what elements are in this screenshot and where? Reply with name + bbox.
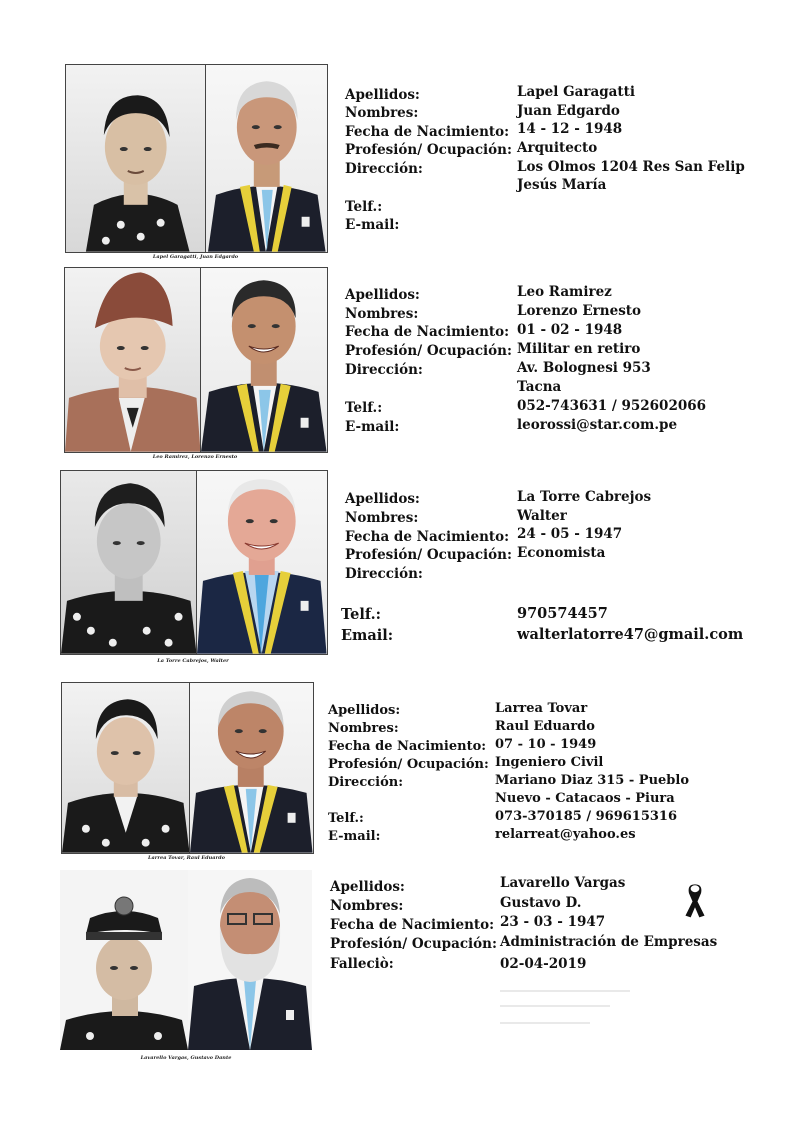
value-profesion: Arquitecto bbox=[517, 140, 598, 156]
value-profesion: Ingeniero Civil bbox=[495, 755, 604, 770]
value-apellidos: Lavarello Vargas bbox=[500, 875, 626, 891]
label-telf: Telf.: bbox=[341, 606, 381, 623]
value-fallecio: 02-04-2019 bbox=[500, 956, 587, 972]
label-fecha-nacimiento: Fecha de Nacimiento: bbox=[328, 739, 487, 754]
photo-caption: La Torre Cabrejos, Walter bbox=[157, 658, 229, 664]
value-email: leorossi@star.com.pe bbox=[517, 417, 678, 433]
scan-smudge bbox=[500, 1005, 610, 1007]
value-fecha-nacimiento: 23 - 03 - 1947 bbox=[500, 914, 606, 930]
value-fecha-nacimiento: 24 - 05 - 1947 bbox=[517, 526, 623, 542]
value-direccion-line1: Mariano Diaz 315 - Pueblo bbox=[495, 773, 689, 788]
label-direccion: Dirección: bbox=[345, 362, 423, 378]
value-email: walterlatorre47@gmail.com bbox=[517, 626, 744, 643]
label-telf: Telf.: bbox=[345, 199, 383, 215]
value-profesion: Militar en retiro bbox=[517, 341, 641, 357]
value-nombres: Walter bbox=[517, 508, 567, 524]
value-profesion: Administración de Empresas bbox=[500, 934, 718, 950]
photo-caption: Leo Ramirez, Lorenzo Ernesto bbox=[152, 454, 238, 460]
label-direccion: Dirección: bbox=[328, 775, 404, 790]
value-fecha-nacimiento: 07 - 10 - 1949 bbox=[495, 737, 597, 752]
value-fecha-nacimiento: 01 - 02 - 1948 bbox=[517, 322, 623, 338]
mourning-ribbon-icon bbox=[682, 880, 708, 920]
label-profesion: Profesión/ Ocupación: bbox=[345, 343, 512, 359]
label-profesion: Profesión/ Ocupación: bbox=[328, 757, 489, 772]
value-profesion: Economista bbox=[517, 545, 606, 561]
label-email: E-mail: bbox=[345, 419, 400, 435]
value-direccion-line2: Tacna bbox=[517, 379, 562, 395]
label-apellidos: Apellidos: bbox=[345, 491, 420, 507]
cadet-photo bbox=[60, 870, 188, 1050]
value-direccion-line1: Av. Bolognesi 953 bbox=[517, 360, 651, 376]
label-nombres: Nombres: bbox=[330, 898, 404, 914]
photo-pair bbox=[60, 870, 312, 1050]
label-nombres: Nombres: bbox=[345, 105, 419, 121]
value-email: relarreat@yahoo.es bbox=[495, 827, 636, 842]
scan-smudge bbox=[500, 990, 630, 992]
label-profesion: Profesión/ Ocupación: bbox=[345, 547, 512, 563]
value-apellidos: Lapel Garagatti bbox=[517, 84, 636, 100]
label-fecha-nacimiento: Fecha de Nacimiento: bbox=[345, 529, 510, 545]
value-apellidos: La Torre Cabrejos bbox=[517, 489, 652, 505]
label-profesion: Profesión/ Ocupación: bbox=[345, 142, 512, 158]
label-telf: Telf.: bbox=[345, 400, 383, 416]
label-apellidos: Apellidos: bbox=[330, 879, 405, 895]
value-nombres: Gustavo D. bbox=[500, 895, 582, 911]
photo-caption: Lavarello Vargas, Gustavo Dante bbox=[140, 1055, 232, 1061]
label-fallecio: Falleciò: bbox=[330, 956, 394, 972]
value-direccion-line1: Los Olmos 1204 Res San Felip bbox=[517, 159, 745, 175]
label-email: E-mail: bbox=[328, 829, 381, 844]
value-direccion-line2: Nuevo - Catacaos - Piura bbox=[495, 791, 675, 806]
label-nombres: Nombres: bbox=[345, 306, 419, 322]
label-fecha-nacimiento: Fecha de Nacimiento: bbox=[330, 917, 495, 933]
adult-portrait-icon bbox=[188, 870, 312, 1050]
label-nombres: Nombres: bbox=[328, 721, 399, 736]
photo-caption: Larrea Tovar, Raul Eduardo bbox=[148, 855, 225, 861]
value-telf: 970574457 bbox=[517, 605, 608, 622]
scan-smudge bbox=[500, 1022, 590, 1024]
value-nombres: Juan Edgardo bbox=[517, 103, 620, 119]
label-direccion: Dirección: bbox=[345, 161, 423, 177]
label-profesion: Profesión/ Ocupación: bbox=[330, 936, 497, 952]
label-apellidos: Apellidos: bbox=[345, 87, 420, 103]
label-direccion: Dirección: bbox=[345, 566, 423, 582]
photo-caption: Lapel Garagatti, Juan Edgardo bbox=[152, 254, 239, 260]
value-apellidos: Larrea Tovar bbox=[495, 701, 588, 716]
label-fecha-nacimiento: Fecha de Nacimiento: bbox=[345, 324, 510, 340]
label-telf: Telf.: bbox=[328, 811, 364, 826]
value-nombres: Lorenzo Ernesto bbox=[517, 303, 642, 319]
value-apellidos: Leo Ramirez bbox=[517, 284, 612, 300]
value-telf: 073-370185 / 969615316 bbox=[495, 809, 678, 824]
label-apellidos: Apellidos: bbox=[345, 287, 420, 303]
value-direccion-line2: Jesús María bbox=[517, 177, 607, 193]
label-nombres: Nombres: bbox=[345, 510, 419, 526]
label-email: E-mail: bbox=[345, 217, 400, 233]
value-fecha-nacimiento: 14 - 12 - 1948 bbox=[517, 121, 623, 137]
label-apellidos: Apellidos: bbox=[328, 703, 401, 718]
cadet-portrait-icon bbox=[60, 870, 188, 1050]
value-telf: 052-743631 / 952602066 bbox=[517, 398, 707, 414]
label-fecha-nacimiento: Fecha de Nacimiento: bbox=[345, 124, 510, 140]
label-email: Email: bbox=[341, 627, 394, 644]
value-nombres: Raul Eduardo bbox=[495, 719, 595, 734]
adult-photo bbox=[188, 870, 312, 1050]
